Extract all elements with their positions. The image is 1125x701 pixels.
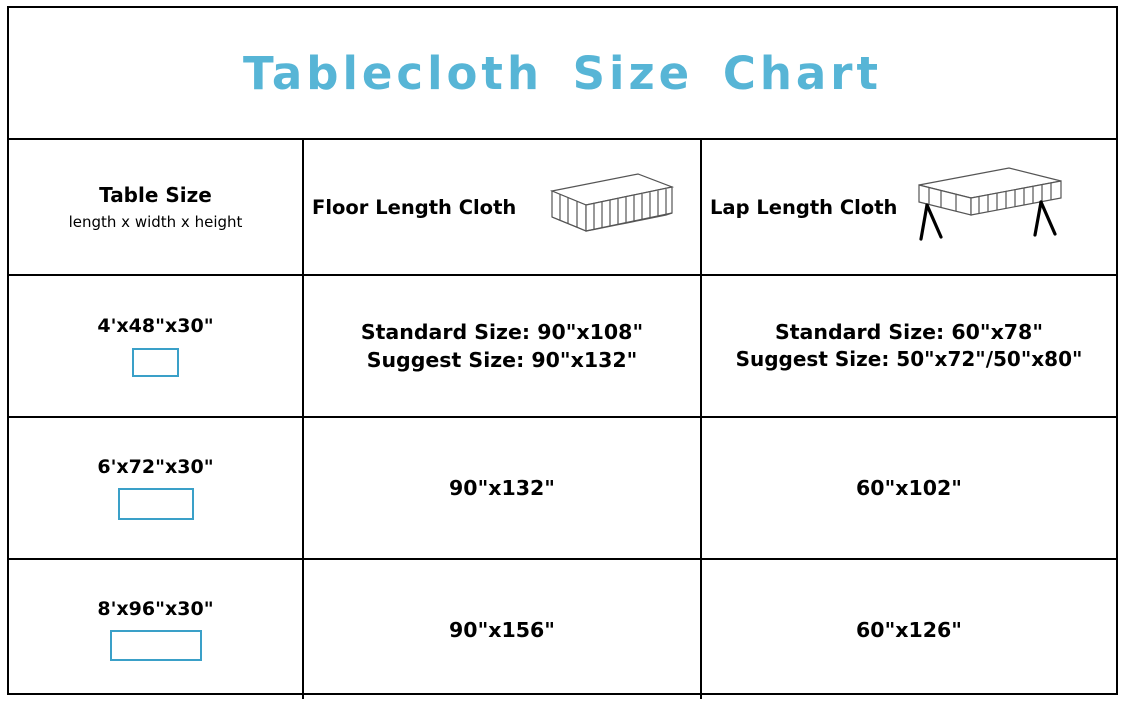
lap-cloth-table-icon: [901, 165, 1081, 249]
table-size-value: 6'x72"x30": [97, 455, 214, 478]
header-lap-length-label: Lap Length Cloth: [710, 195, 898, 219]
cell-table-size: [9, 276, 304, 416]
table-outline-medium-icon: [118, 488, 194, 520]
cell-floor-length-size: [304, 418, 702, 558]
table-outline-small-icon: [132, 348, 179, 377]
table-row: [9, 418, 1116, 560]
lap-standard-size: Standard Size: 60"x78": [774, 320, 1044, 345]
tablecloth-size-chart: [7, 6, 1118, 695]
lap-size-value: 60"x126": [856, 617, 962, 642]
table-size-value: 8'x96"x30": [97, 597, 214, 620]
page-title: Tablecloth Size Chart: [243, 46, 882, 100]
cell-table-size: [9, 560, 304, 699]
cell-lap-length-size: [702, 276, 1116, 416]
floor-standard-size: Standard Size: 90"x108": [360, 319, 644, 344]
table-row: [9, 276, 1116, 418]
lap-suggest-size: Suggest Size: 50"x72"/50"x80": [735, 347, 1083, 372]
table-size-value: 4'x48"x30": [97, 315, 214, 338]
cell-lap-length-size: [702, 418, 1116, 558]
floor-suggest-size: Suggest Size: 90"x132": [366, 348, 638, 372]
cell-lap-length-size: [702, 560, 1116, 699]
header-cell-floor-length: [304, 140, 702, 274]
floor-size-value: 90"x156": [449, 617, 555, 642]
cell-table-size: [9, 418, 304, 558]
table-header-row: [9, 140, 1116, 276]
table-row: [9, 560, 1116, 699]
lap-size-value: 60"x102": [856, 476, 962, 500]
header-cell-lap-length: [702, 140, 1116, 274]
chart-title-row: [9, 8, 1116, 140]
header-floor-length-label: Floor Length Cloth: [312, 195, 517, 219]
cell-floor-length-size: [304, 560, 702, 699]
header-table-size-sublabel: length x width x height: [68, 212, 243, 231]
cell-floor-length-size: [304, 276, 702, 416]
header-table-size-label: Table Size: [99, 182, 212, 207]
floor-size-value: 90"x132": [449, 476, 555, 500]
table-outline-large-icon: [110, 630, 202, 661]
header-cell-table-size: [9, 140, 304, 274]
draped-table-icon: [520, 169, 675, 245]
